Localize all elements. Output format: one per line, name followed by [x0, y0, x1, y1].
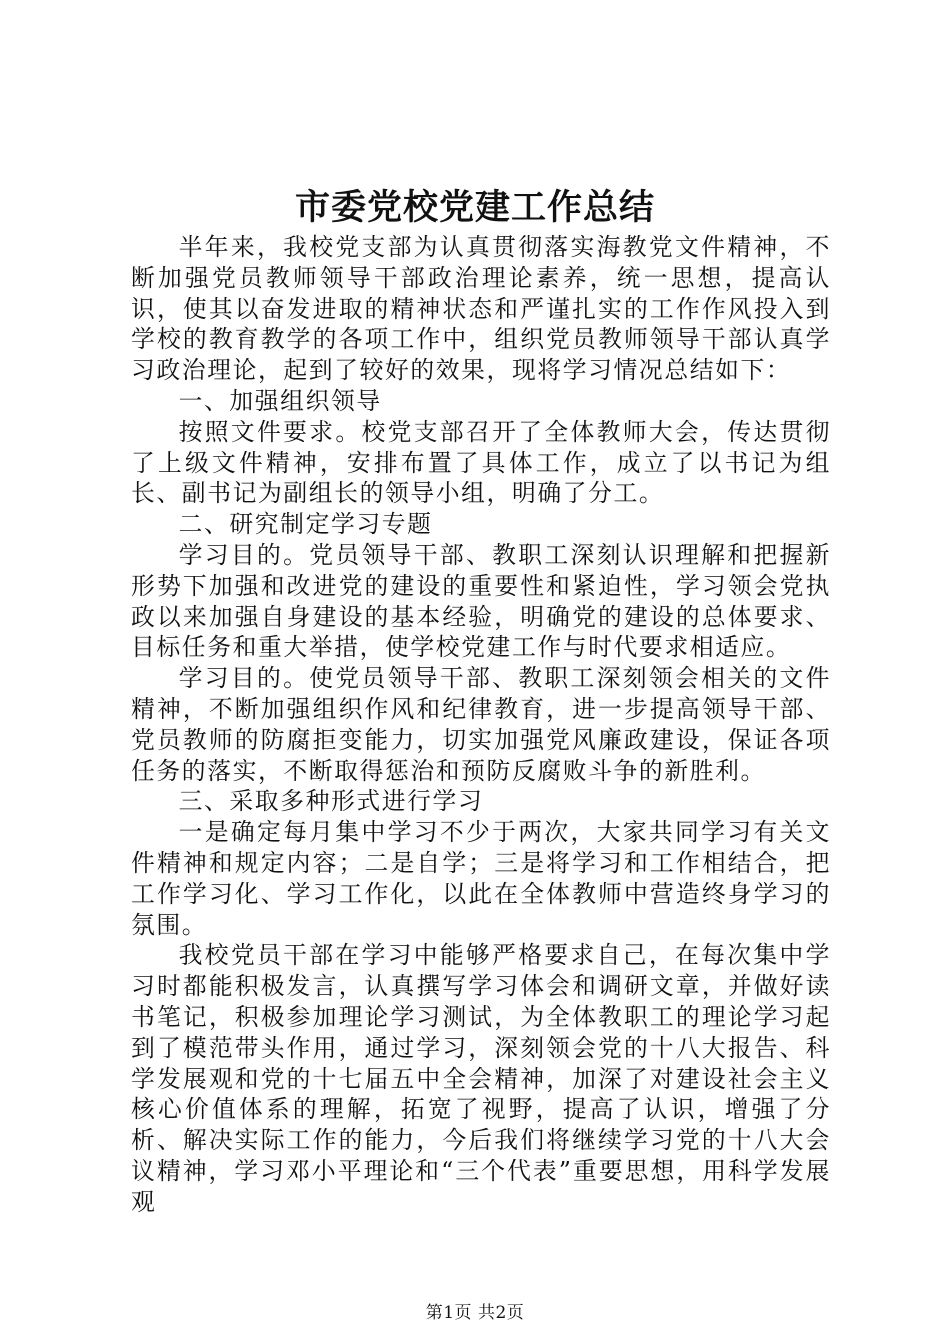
- section-heading-3: 三、采取多种形式进行学习: [178, 787, 484, 816]
- paragraph-section-2a: 学习目的。党员领导干部、教职工深刻认识理解和把握新形势下加强和改进党的建设的重要性和紧迫性，学习领会党执政以来加强自身建设的基本经验，明确党的建设的总体要求、目标任务和重大举措，使学校党建工作与时代要求相适应。: [131, 540, 831, 662]
- paragraph-section-3b: 我校党员干部在学习中能够严格要求自己，在每次集中学习时都能积极发言，认真撰写学习体会和调研文章，并做好读书笔记，积极参加理论学习测试，为全体教职工的理论学习起到了模范带头作用，通过学习，深刻领会党的十八大报告、科学发展观和党的十七届五中全会精神，加深了对建设社会主义核心价值体系的理解，拓宽了视野，提高了认识，增强了分析、解决实际工作的能力，今后我们将继续学习党的十八大会议精神，学习邓小平理论和“三个代表”重要思想，用科学发展观: [131, 941, 831, 1216]
- paragraph-intro: 半年来，我校党支部为认真贯彻落实海教党文件精神，不断加强党员教师领导干部政治理论素养，统一思想，提高认识，使其以奋发进取的精神状态和严谨扎实的工作作风投入到学校的教育教学的各项工作中，组织党员教师领导干部认真学习政治理论，起到了较好的效果，现将学习情况总结如下：: [131, 233, 831, 385]
- paragraph-section-2b: 学习目的。使党员领导干部、教职工深刻领会相关的文件精神，不断加强组织作风和纪律教育，进一步提高领导干部、党员教师的防腐拒变能力，切实加强党风廉政建设，保证各项任务的落实，不断取得惩治和预防反腐败斗争的新胜利。: [131, 664, 831, 785]
- section-heading-2: 二、研究制定学习专题: [178, 510, 433, 539]
- paragraph-section-3a: 一是确定每月集中学习不少于两次，大家共同学习有关文件精神和规定内容；二是自学；三是将学习和工作相结合，把工作学习化、学习工作化，以此在全体教师中营造终身学习的氛围。: [131, 818, 831, 939]
- paragraph-section-1: 按照文件要求。校党支部召开了全体教师大会，传达贯彻了上级文件精神，安排布置了具体工作，成立了以书记为组长、副书记为副组长的领导小组，明确了分工。: [131, 417, 831, 508]
- document-body: [131, 232, 831, 1218]
- document-title: 市委党校党建工作总结: [294, 187, 655, 228]
- section-heading-1: 一、加强组织领导: [178, 386, 382, 415]
- page-number-footer: 第1页 共2页: [425, 1303, 525, 1323]
